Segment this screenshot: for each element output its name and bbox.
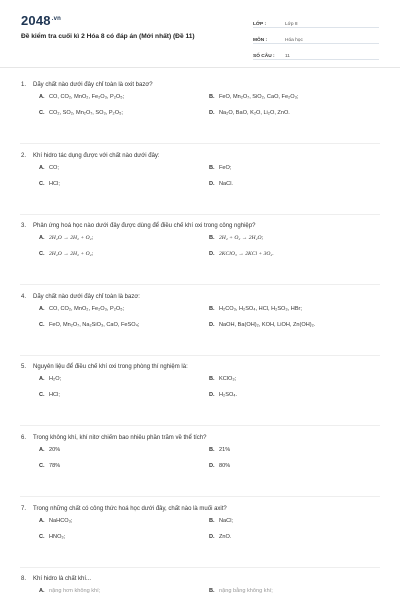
- meta-label: LỚP :: [253, 22, 267, 27]
- option-d[interactable]: D. 80%: [209, 463, 231, 469]
- question-divider: [20, 355, 380, 356]
- site-logo[interactable]: $2048^{.vn}$: [21, 13, 62, 28]
- options: [21, 518, 381, 540]
- option-a[interactable]: A. CO;: [39, 165, 59, 171]
- options: [21, 235, 381, 257]
- question-divider: [20, 425, 380, 426]
- option-d[interactable]: D. 2KClO₃ → 2KCl + 3O₂.: [209, 251, 274, 257]
- question-text: Dãy chất nào dưới đây chỉ toàn là bazơ:: [33, 294, 140, 300]
- question-number: 5.: [21, 364, 27, 370]
- question-text: Nguyên liệu để điều chế khí oxi trong phòng thí nghiệm là:: [33, 364, 188, 370]
- question-stem: [21, 153, 381, 159]
- question-number: 7.: [21, 506, 27, 512]
- option-b[interactable]: B. 2H₂ + O₂ → 2H₂O;: [209, 235, 264, 241]
- option-b[interactable]: B. nặng bằng không khí;: [209, 588, 273, 594]
- question-text: Khí hidro tác dụng được với chất nào dưới đây:: [33, 153, 160, 159]
- option-a[interactable]: A. NaHCO₃;: [39, 518, 73, 524]
- question-number: 2.: [21, 153, 27, 159]
- option-c[interactable]: C. HNO₃;: [39, 534, 66, 540]
- question-divider: [20, 284, 380, 285]
- meta-value: 11: [285, 54, 290, 59]
- option-c[interactable]: C. FeO, Mn₂O₇, Na₂SiO₃, CaO, FeSO₄;: [39, 322, 140, 328]
- option-a[interactable]: A. H₂O;: [39, 376, 62, 382]
- meta-count-row: [253, 44, 379, 60]
- options: [21, 165, 381, 187]
- document-meta: [253, 12, 379, 60]
- question-number: 6.: [21, 435, 27, 441]
- option-c[interactable]: C. 2H₂O → 2H₂ + O₂;: [39, 251, 94, 257]
- option-d[interactable]: D. ZnO.: [209, 534, 232, 540]
- option-a[interactable]: A. CO, CO₂, MnO₂, Fe₂O₃, P₂O₅;: [39, 306, 125, 312]
- document-title: Đề kiểm tra cuối kì 2 Hóa 8 có đáp án (Mới nhất) (Đề 11): [21, 33, 195, 40]
- meta-value: Hóa học: [285, 38, 303, 43]
- question-stem: [21, 576, 381, 582]
- option-b[interactable]: B. KClO₃;: [209, 376, 237, 382]
- option-a[interactable]: A. CO, CO₂, MnO₂, Fe₂O₃, P₂O₅;: [39, 94, 125, 100]
- option-d[interactable]: D. H₂SO₄.: [209, 392, 238, 398]
- question-stem: [21, 82, 381, 88]
- options: [21, 447, 381, 469]
- question-text: Dãy chất nào dưới đây chỉ toàn là oxit bazơ?: [33, 82, 153, 88]
- question-3: [21, 223, 381, 257]
- question-2: [21, 153, 381, 187]
- question-stem: [21, 364, 381, 370]
- option-d[interactable]: D. NaCl.: [209, 181, 233, 187]
- question-4: [21, 294, 381, 328]
- option-a[interactable]: A. 2H₂O → 2H₂ + O₂;: [39, 235, 94, 241]
- question-5: [21, 364, 381, 398]
- option-c[interactable]: C. HCl;: [39, 392, 60, 398]
- question-6: [21, 435, 381, 469]
- meta-label: SỐ CÂU :: [253, 54, 275, 59]
- question-text: Trong những chất có công thức hoá học dưới đây, chất nào là muối axit?: [33, 506, 227, 512]
- options: [21, 376, 381, 398]
- meta-subject-row: [253, 28, 379, 44]
- question-stem: [21, 435, 381, 441]
- option-c[interactable]: C. HCl;: [39, 181, 60, 187]
- question-text: Phản ứng hoá học nào dưới đây được dùng để điều chế khí oxi trong công nghiệp?: [33, 223, 256, 229]
- question-1: [21, 82, 381, 116]
- option-c[interactable]: C. CO₂, SO₂, Mn₂O₇, SO₃, P₂O₅;: [39, 110, 123, 116]
- question-text: Trong không khí, khí nitơ chiếm bao nhiêu phần trăm về thể tích?: [33, 435, 207, 441]
- question-number: 3.: [21, 223, 27, 229]
- question-number: 8.: [21, 576, 27, 582]
- options: [21, 306, 381, 328]
- question-divider: [20, 496, 380, 497]
- question-stem: [21, 223, 381, 229]
- meta-value: Lớp 8: [285, 22, 298, 27]
- meta-label: MÔN :: [253, 38, 268, 43]
- options: [21, 94, 381, 116]
- option-d[interactable]: D. NaOH, Ba(OH)₂, KOH, LiOH, Zn(OH)₂.: [209, 322, 316, 328]
- option-c[interactable]: C. 78%: [39, 463, 61, 469]
- option-b[interactable]: B. FeO, Mn₂O₇, SiO₂, CaO, Fe₂O₃;: [209, 94, 299, 100]
- option-b[interactable]: B. FeO;: [209, 165, 232, 171]
- options: [21, 588, 381, 610]
- meta-class-row: [253, 12, 379, 28]
- option-b[interactable]: B. NaCl;: [209, 518, 233, 524]
- question-7: [21, 506, 381, 540]
- option-b[interactable]: B. H₂CO₃, H₂SO₄, HCl, H₂SO₃, HBr;: [209, 306, 302, 312]
- question-divider: [20, 143, 380, 144]
- question-text: Khí hidro là chất khí...: [33, 576, 92, 582]
- question-number: 1.: [21, 82, 27, 88]
- option-a[interactable]: A. nặng hơn không khí;: [39, 588, 101, 594]
- document-header: [0, 0, 400, 66]
- question-8: [21, 576, 381, 610]
- question-stem: [21, 506, 381, 512]
- header-divider: [0, 67, 400, 68]
- question-stem: [21, 294, 381, 300]
- option-b[interactable]: B. 21%: [209, 447, 231, 453]
- option-d[interactable]: D. Na₂O, BaO, K₂O, Li₂O, ZnO.: [209, 110, 290, 116]
- question-number: 4.: [21, 294, 27, 300]
- question-divider: [20, 567, 380, 568]
- question-divider: [20, 214, 380, 215]
- option-a[interactable]: A. 20%: [39, 447, 61, 453]
